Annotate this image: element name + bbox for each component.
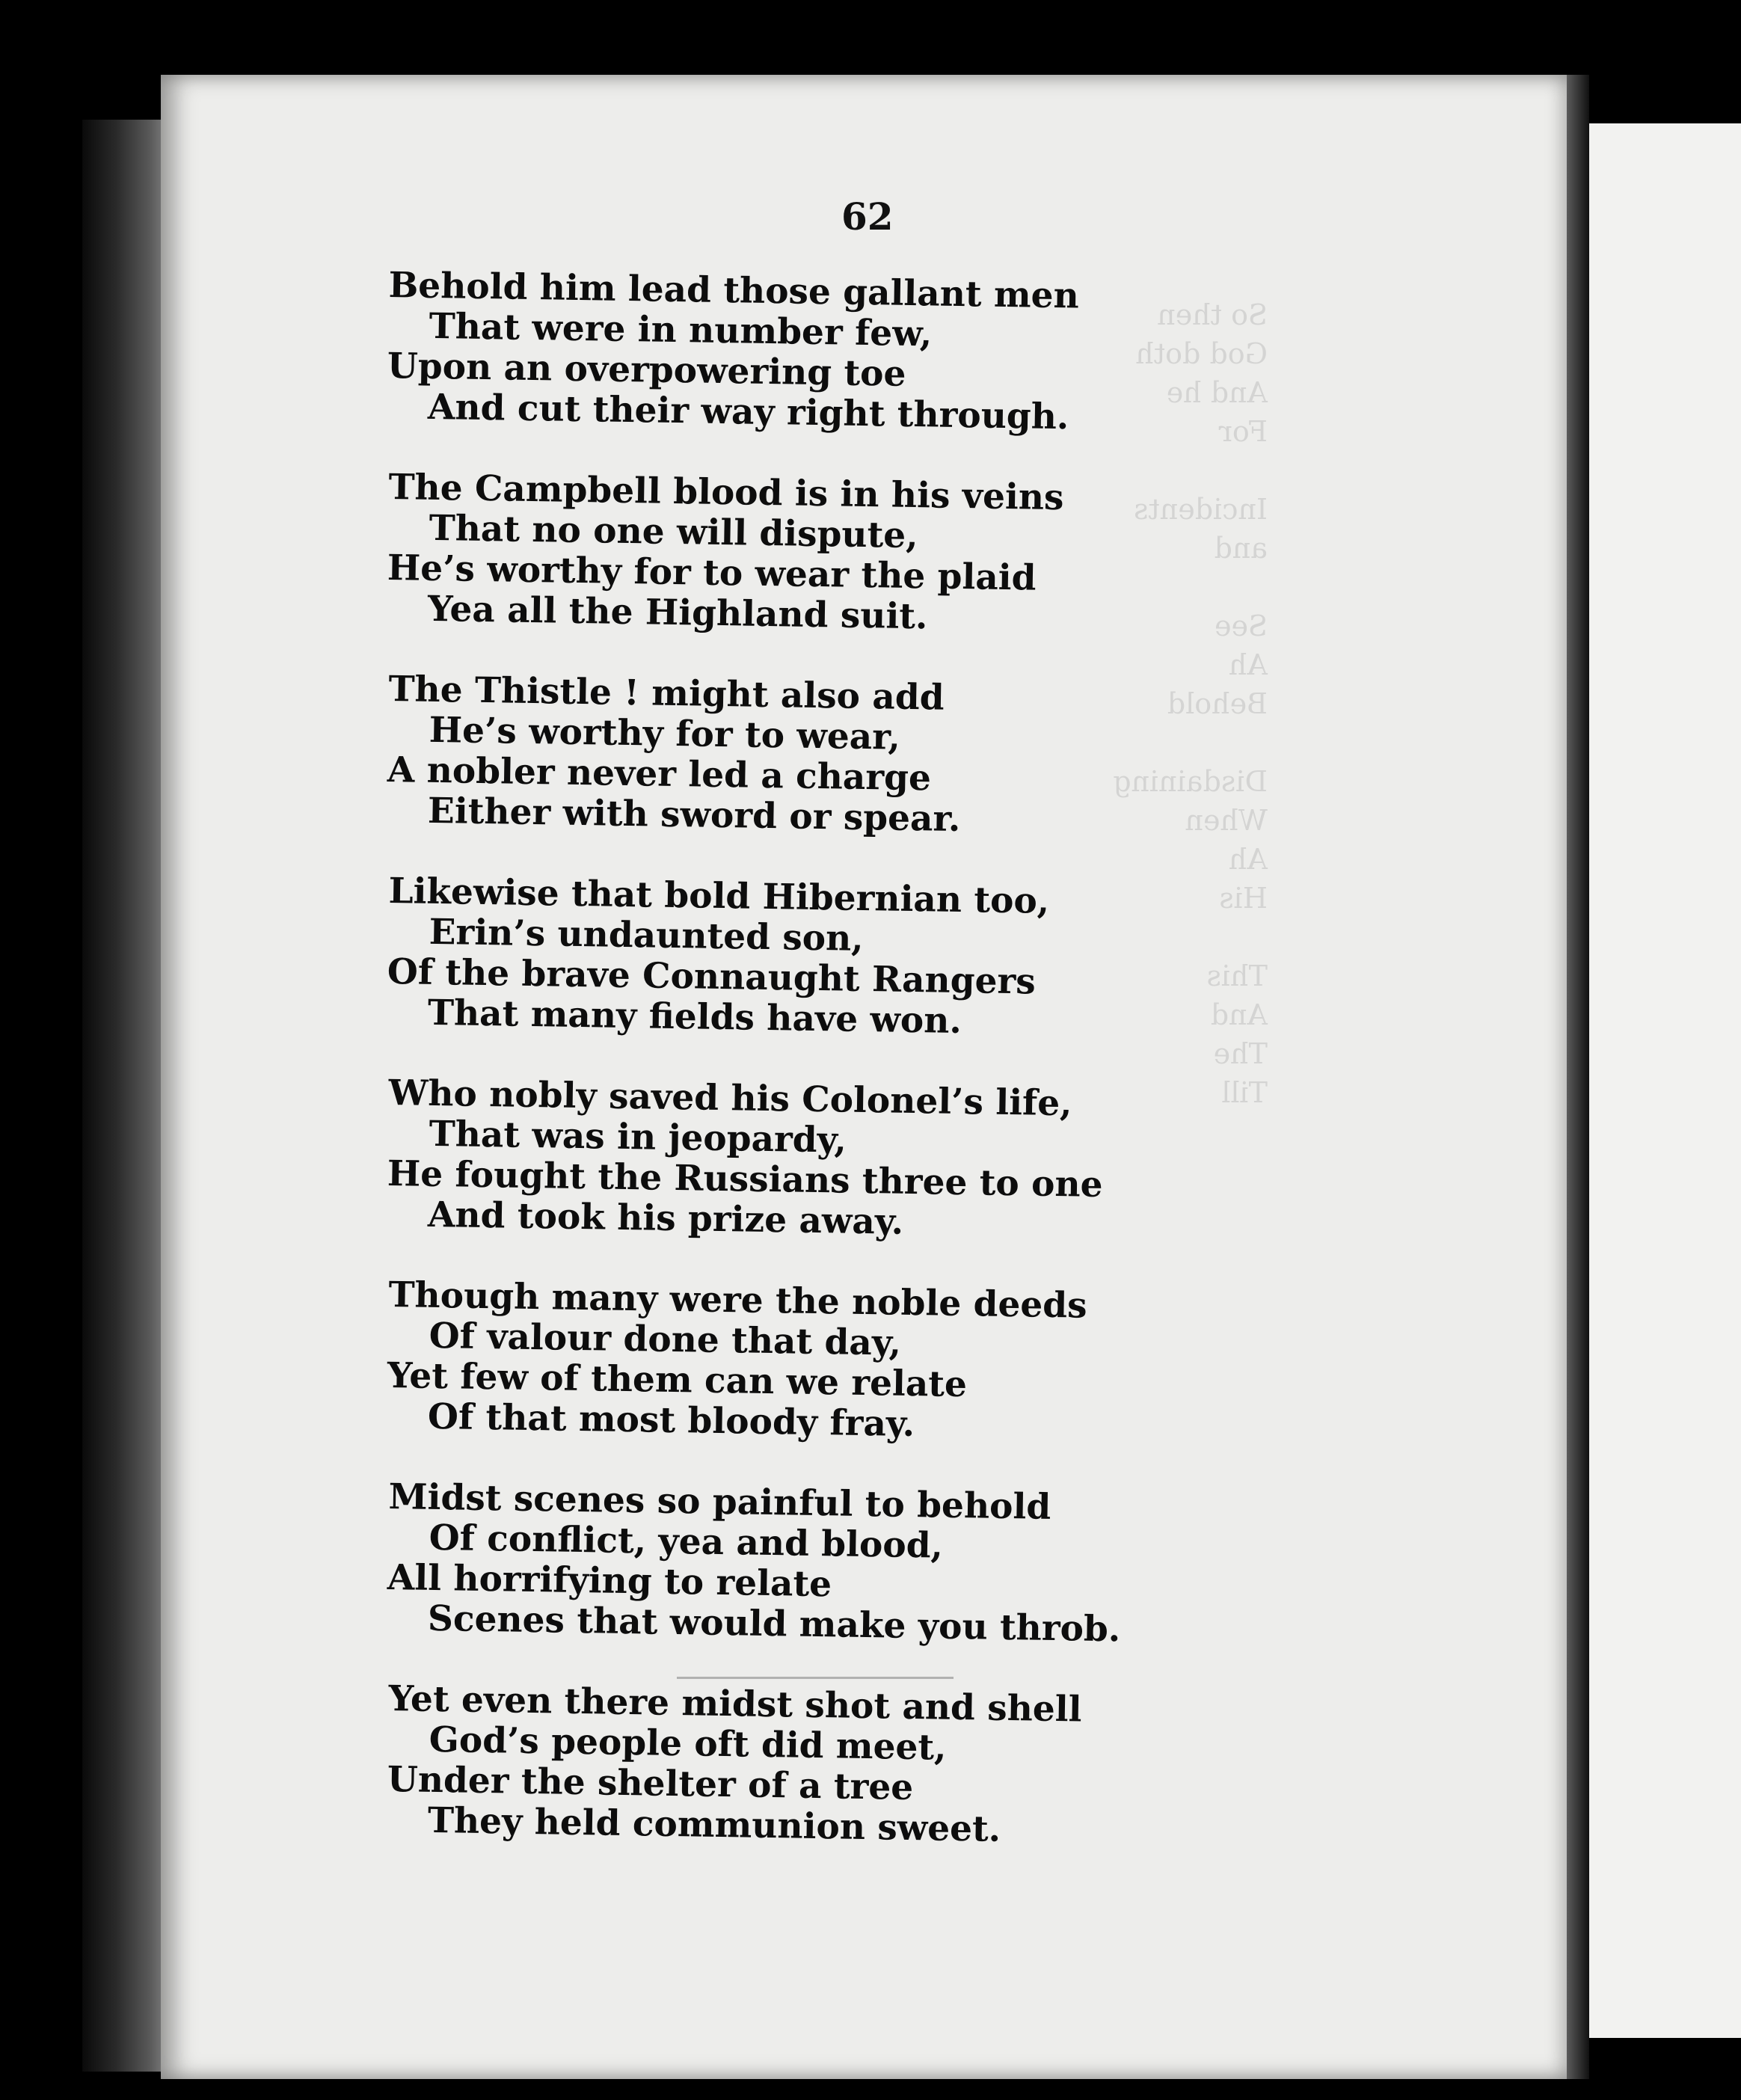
stanza [387, 1679, 1496, 1858]
poem-line: Behold him lead those gallant men [388, 265, 1080, 317]
stanza [387, 265, 1496, 444]
poem-line: All horrifying to relate [387, 1556, 832, 1606]
poem-line: God’s people oft did meet, [429, 1719, 947, 1769]
poem-line: He’s worthy for to wear, [429, 709, 901, 758]
poem-text [389, 265, 1496, 1881]
stanza [387, 1073, 1496, 1252]
poem-line: That many fields have won. [427, 992, 962, 1043]
poem-line: Of the brave Connaught Rangers [387, 951, 1037, 1003]
poem-line: The Thistle ! might also add [388, 669, 945, 719]
poem-line: Of valour done that day, [429, 1315, 902, 1364]
poem-line: Of conflict, yea and blood, [429, 1517, 944, 1567]
poem-line: That no one will dispute, [429, 507, 919, 557]
poem-line: Yet even there midst shot and shell [388, 1678, 1082, 1731]
stanza [387, 1275, 1496, 1454]
poem-line: They held communion sweet. [427, 1799, 1001, 1850]
stanza [387, 669, 1496, 848]
poem-line: The Campbell blood is in his veins [388, 467, 1064, 519]
facing-page-edge [1589, 123, 1741, 2038]
poem-line: Of that most bloody fray. [427, 1396, 915, 1446]
poem-line: Midst scenes so painful to behold [388, 1476, 1051, 1528]
poem-line: And took his prize away. [427, 1194, 904, 1243]
bleed-through-rule [677, 1677, 954, 1679]
poem-line: Who nobly saved his Colonel’s life, [388, 1072, 1072, 1125]
stanza [387, 871, 1496, 1050]
poem-line: He fought the Russians three to one [387, 1152, 1103, 1206]
poem-line: A nobler never led a charge [387, 749, 932, 799]
poem-line: Under the shelter of a tree [387, 1758, 914, 1809]
poem-line: Yea all the Highland suit. [427, 588, 928, 638]
page-number: 62 [841, 194, 894, 239]
poem-line: And cut their way right through. [427, 386, 1069, 438]
poem-line: Upon an overpowering toe [387, 345, 906, 395]
poem-line: Erin’s undaunted son, [429, 911, 865, 960]
poem-line: That were in number few, [429, 305, 933, 355]
poem-line: Likewise that bold Hibernian too, [388, 871, 1050, 922]
poem-line: That was in jeopardy, [429, 1113, 847, 1161]
poem-line: He’s worthy for to wear the plaid [387, 547, 1037, 599]
stanza [387, 467, 1496, 646]
page-gutter [1567, 75, 1589, 2079]
stanza [387, 1477, 1496, 1656]
poem-line: Scenes that would make you throb. [427, 1597, 1121, 1651]
poem-line: Yet few of them can we relate [387, 1354, 968, 1406]
poem-line: Either with sword or spear. [427, 790, 961, 841]
poem-line: Though many were the noble deeds [388, 1274, 1088, 1327]
